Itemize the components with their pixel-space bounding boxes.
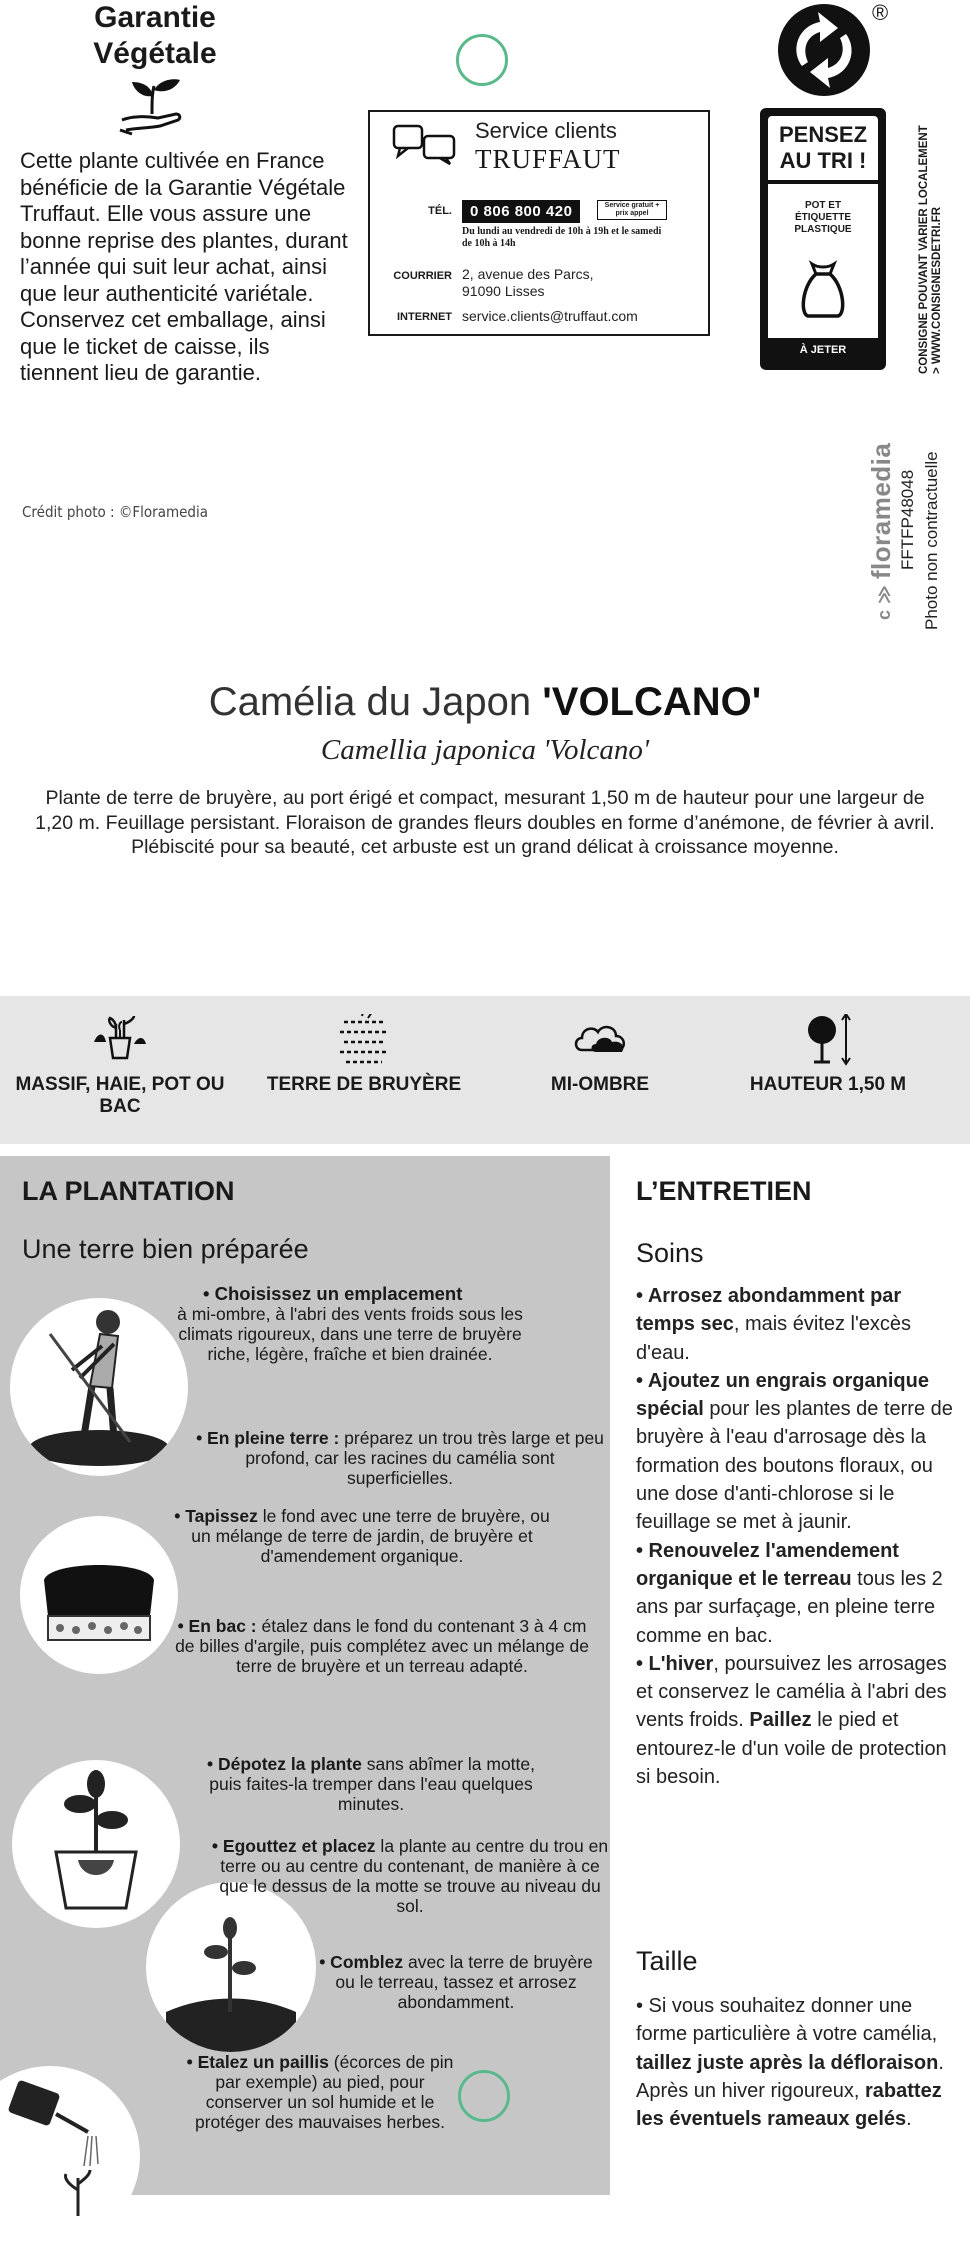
postal-address: 2, avenue des Parcs, 91090 Lisses xyxy=(462,266,594,299)
service-clients-box xyxy=(368,110,710,336)
soil-tray-illustration xyxy=(20,1516,178,1674)
plastique-label: PLASTIQUE xyxy=(794,224,852,235)
pot-label: POT ET xyxy=(804,200,842,211)
product-reference: FFTFP48048 xyxy=(898,469,917,570)
plantation-step-paillis: • Etalez un paillis (écorces de pin par exemple) au pied, pour conserver un sol humide et le protéger des mauvaises herbes. xyxy=(186,2052,454,2132)
feature-exposure-label: MI-OMBRE xyxy=(550,1074,650,1095)
features-band xyxy=(0,996,970,1144)
courrier-label: COURRIER xyxy=(393,270,452,282)
pensez-label: PENSEZ xyxy=(778,122,868,147)
feature-height xyxy=(718,1014,938,1096)
tel-label: TÉL. xyxy=(428,205,452,217)
column-divider xyxy=(610,1156,612,2195)
email-address[interactable]: service.clients@truffaut.com xyxy=(462,308,638,324)
photo-disclaimer: Photo non contractuelle xyxy=(922,451,941,630)
feature-height-label: HAUTEUR 1,50 M xyxy=(749,1074,907,1095)
plantation-step-egouttez: • Egouttez et placez la plante au centre du trou en terre ou au centre du contenant, de manière à ce que le dessus de la motte se trouve au niveau du sol. xyxy=(211,1836,609,1916)
garantie-text: Cette plante cultivée en France bénéficie de la Garantie Végétale Truffaut. Elle vous assure une bonne reprise des plantes, durant l’année qui suit leur achat, ainsi que leur authenticité variétale. Conservez cet emballage, ainsi que le ticket de caisse, ils tiennent lieu de garantie. xyxy=(20,148,348,385)
plantation-step-en-bac: • En bac : étalez dans le fond du contenant 3 à 4 cm de billes d'argile, puis complétez avec un mélange de terre de bruyère et un terreau adapté. xyxy=(175,1616,589,1676)
plantation-title: LA PLANTATION xyxy=(22,1176,235,1206)
consigne-text: CONSIGNE POUVANT VARIER LOCALEMENT > WWW.CONSIGNESDETRI.FR xyxy=(918,125,943,374)
entretien-soins-text xyxy=(636,1282,956,1791)
potted-plant-illustration xyxy=(12,1760,180,1928)
tree-height-icon xyxy=(798,1014,858,1066)
trash-bag-icon xyxy=(798,258,848,320)
truffaut-label: TRUFFAUT xyxy=(475,144,621,174)
soins-renouvelez: • Renouvelez l'amendement organique et le terreau tous les 2 ans par surfaçage, en pleine terre comme en bac. xyxy=(636,1539,943,1647)
soil-icon xyxy=(334,1014,394,1066)
plantation-step-emplacement: • Choisissez un emplacement à mi-ombre, à l'abri des vents froids sous les climats rigoureux, dans une terre de bruyère riche, légère, fraîche et bien drainée. xyxy=(177,1283,523,1364)
plantation-step-comblez: • Comblez avec la terre de bruyère ou le terreau, tassez et arrosez abondamment. xyxy=(319,1952,593,2012)
tarif-badge: Service gratuit + prix appel xyxy=(597,200,667,220)
soins-title: Soins xyxy=(636,1238,704,1268)
green-dot-recycling-icon xyxy=(768,0,880,100)
entretien-title: L’ENTRETIEN xyxy=(636,1176,812,1206)
feature-exposure xyxy=(490,1014,710,1096)
taille-title: Taille xyxy=(636,1946,698,1976)
feature-soil-label: TERRE DE BRUYÈRE xyxy=(266,1074,462,1095)
latin-name: Camellia japonica 'Volcano' xyxy=(320,734,650,766)
feature-planting xyxy=(10,1014,230,1118)
registration-circle-bottom xyxy=(458,2070,510,2122)
feature-planting-label: MASSIF, HAIE, POT OU BAC xyxy=(15,1074,225,1117)
a-jeter-label: À JETER xyxy=(768,338,878,362)
triman-divider xyxy=(768,180,878,184)
seedling-hand-icon xyxy=(118,76,188,138)
plantation-step-tapissez: • Tapissez le fond avec une terre de bruyère, ou un mélange de terre de jardin, de bruyère et d'amendement organique. xyxy=(174,1506,550,1566)
plant-description: Plante de terre de bruyère, au port érigé et compact, mesurant 1,50 m de hauteur pour une largeur de 1,20 m. Feuillage persistant. Floraison de grandes fleurs doubles en forme d’anémone, de février à avril. Plébiscité pour sa beauté, cet arbuste est un grand délicat à croissance moyenne. xyxy=(35,787,935,858)
soins-hiver: • L'hiver, poursuivez les arrosages et conservez le camélia à l'abri des vents froids. Paillez le pied et entourez-le d'un voile de protection si besoin. xyxy=(636,1652,947,1789)
service-clients-label: Service clients xyxy=(475,118,617,143)
phone-number[interactable]: 0 806 800 420 xyxy=(462,200,580,223)
feature-soil xyxy=(254,1014,474,1096)
plant-name: Camélia du Japon 'VOLCANO' xyxy=(208,680,762,724)
internet-label: INTERNET xyxy=(397,311,452,323)
plantation-subtitle: Une terre bien préparée xyxy=(22,1234,309,1264)
soins-engrais: • Ajoutez un engrais organique spécial pour les plantes de terre de bruyère à l'eau d'arrosage dès la formation des boutons floraux, ou une dose d'anti-chlorose si le feuillage se met à jaunir. xyxy=(636,1369,953,1534)
chat-bubbles-icon xyxy=(392,122,458,166)
triman-box xyxy=(760,108,886,370)
registered-mark: ® xyxy=(872,0,889,25)
au-tri-label: AU TRI ! xyxy=(779,148,867,173)
etiquette-label: ÉTIQUETTE xyxy=(794,212,852,223)
plantation-step-depotez: • Dépotez la plante sans abîmer la motte, puis faites-la tremper dans l'eau quelques minutes. xyxy=(206,1754,536,1814)
floramedia-logo: c ≫ floramedia xyxy=(866,442,896,620)
garantie-title: Garantie Végétale xyxy=(93,1,217,70)
registration-circle xyxy=(456,34,508,86)
plantation-step-pleine-terre: • En pleine terre : préparez un trou très large et peu profond, car les racines du camélia sont superficielles. xyxy=(196,1428,604,1488)
soins-arrosez: • Arrosez abondamment par temps sec, mais évitez l'excès d'eau. xyxy=(636,1285,912,1364)
service-hours: Du lundi au vendredi de 10h à 19h et le samedi de 10h à 14h xyxy=(462,226,662,249)
cloud-sun-icon xyxy=(570,1014,630,1066)
planter-icon xyxy=(90,1014,150,1066)
entretien-taille-text: • Si vous souhaitez donner une forme particulière à votre camélia, taillez juste après la défloraison. Après un hiver rigoureux, rabattez les éventuels rameaux gelés. xyxy=(636,1995,944,2131)
photo-credit: Crédit photo : ©Floramedia xyxy=(22,503,208,521)
gardener-illustration xyxy=(10,1298,188,1476)
